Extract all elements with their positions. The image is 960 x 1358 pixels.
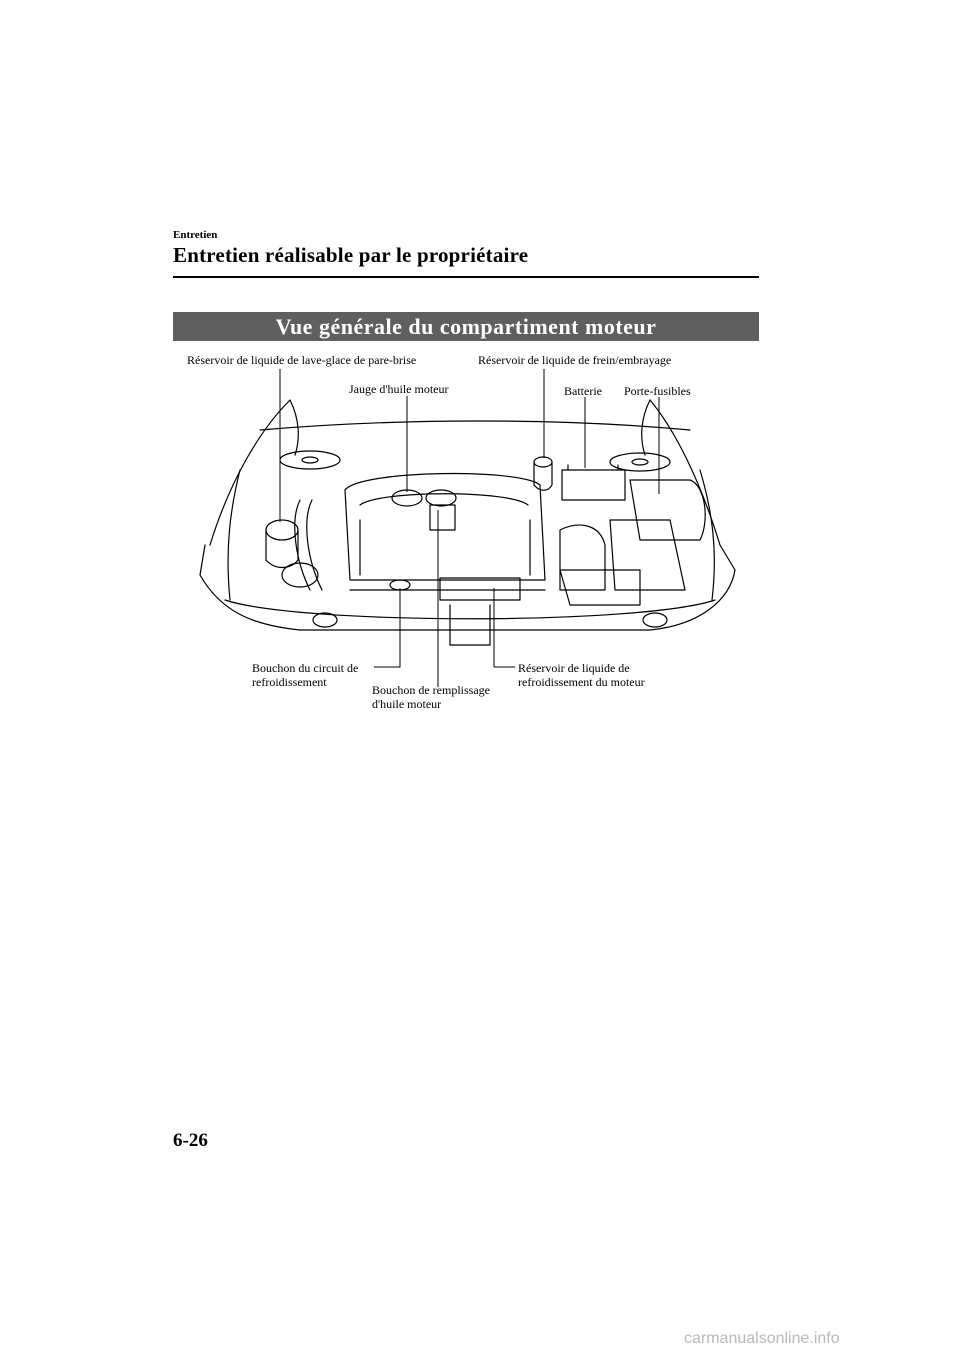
label-coolant-reservoir bbox=[518, 661, 645, 689]
section-banner: Vue générale du compartiment moteur bbox=[173, 312, 759, 341]
section-kicker: Entretien bbox=[173, 229, 218, 241]
label-brake-clutch-reservoir: Réservoir de liquide de frein/embrayage bbox=[478, 353, 672, 367]
label-fuse-box: Porte-fusibles bbox=[624, 384, 691, 398]
page-number: 6-26 bbox=[173, 1130, 208, 1151]
label-battery: Batterie bbox=[564, 384, 602, 398]
page-title: Entretien réalisable par le propriétaire bbox=[173, 243, 529, 267]
label-coolant-reservoir-line2: refroidissement du moteur bbox=[518, 675, 645, 689]
label-coolant-reservoir-line1: Réservoir de liquide de bbox=[518, 661, 630, 675]
label-cooling-cap bbox=[252, 661, 358, 689]
label-cooling-cap-line1: Bouchon du circuit de bbox=[252, 661, 359, 675]
label-cooling-cap-line2: refroidissement bbox=[252, 675, 327, 689]
label-oil-filler-cap bbox=[372, 683, 490, 711]
label-oil-dipstick: Jauge d'huile moteur bbox=[349, 382, 449, 396]
label-washer-reservoir: Réservoir de liquide de lave-glace de pare-brise bbox=[187, 353, 417, 367]
label-oil-filler-line1: Bouchon de remplissage bbox=[372, 683, 490, 697]
watermark: carmanualsonline.info bbox=[684, 1330, 840, 1347]
label-oil-filler-line2: d'huile moteur bbox=[372, 697, 442, 711]
